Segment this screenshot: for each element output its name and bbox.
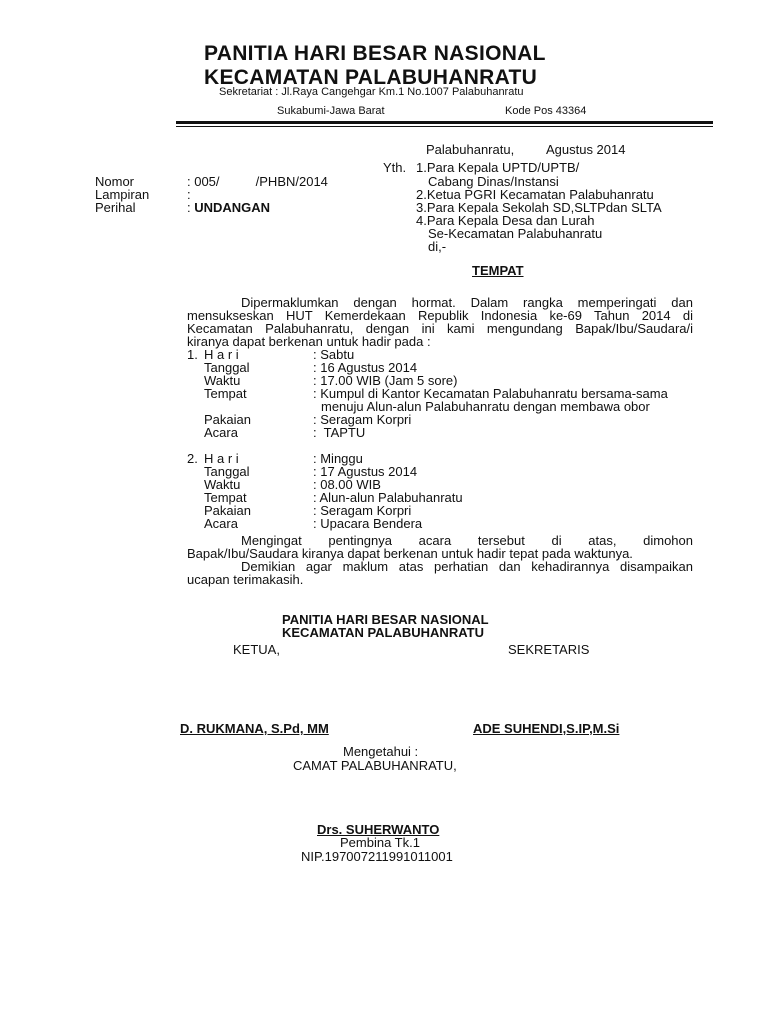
event-1-tempat-label: Tempat bbox=[204, 386, 247, 401]
recipient-di: di,- bbox=[428, 239, 447, 254]
event-1-acara-label: Acara bbox=[204, 425, 238, 440]
camat-nip: NIP.197007211991011001 bbox=[301, 849, 453, 864]
event-2-waktu: : 08.00 WIB bbox=[313, 477, 381, 492]
event-1-hari-label: H a r i bbox=[204, 347, 239, 362]
event-1-tempat-line-1: : Kumpul di Kantor Kecamatan Palabuhanratu bersama-sama bbox=[313, 386, 668, 401]
recipient-1b: Cabang Dinas/Instansi bbox=[428, 174, 559, 189]
letterhead-postal-code: Kode Pos 43364 bbox=[505, 105, 587, 117]
event-1-waktu-label: Waktu bbox=[204, 373, 241, 388]
signature-org-line-2: KECAMATAN PALABUHANRATU bbox=[282, 625, 484, 640]
mengetahui-label: Mengetahui : bbox=[343, 744, 419, 759]
camat-title: CAMAT PALABUHANRATU, bbox=[293, 758, 457, 773]
recipient-3: 3.Para Kepala Sekolah SD,SLTPdan SLTA bbox=[416, 200, 662, 215]
event-2-tanggal-label: Tanggal bbox=[204, 464, 250, 479]
body-paragraph-2-line-2: Bapak/Ibu/Saudara kiranya dapat berkenan untuk hadir tepat pada waktunya. bbox=[187, 546, 633, 561]
recipient-1a: 1.Para Kepala UPTD/UPTB/ bbox=[416, 160, 580, 175]
event-2-pakaian-label: Pakaian bbox=[204, 503, 251, 518]
recipient-4a: 4.Para Kepala Desa dan Lurah bbox=[416, 213, 595, 228]
sekretaris-title: SEKRETARIS bbox=[508, 642, 590, 657]
yth-label: Yth. bbox=[383, 160, 407, 175]
event-2-tempat: : Alun-alun Palabuhanratu bbox=[313, 490, 463, 505]
event-1-tempat-line-2: menuju Alun-alun Palabuhanratu dengan membawa obor bbox=[321, 399, 650, 414]
event-2-tempat-label: Tempat bbox=[204, 490, 247, 505]
signature-org-line-1: PANITIA HARI BESAR NASIONAL bbox=[282, 612, 489, 627]
event-1-number: 1. bbox=[187, 347, 198, 362]
letterhead-city: Sukabumi-Jawa Barat bbox=[277, 105, 385, 117]
letterhead-title-line-2: KECAMATAN PALABUHANRATU bbox=[204, 66, 538, 89]
recipient-4b: Se-Kecamatan Palabuhanratu bbox=[428, 226, 603, 241]
perihal-value: : UNDANGAN bbox=[187, 200, 271, 215]
event-1-tanggal: : 16 Agustus 2014 bbox=[313, 360, 418, 375]
ketua-name: D. RUKMANA, S.Pd, MM bbox=[180, 721, 329, 736]
event-1-waktu: : 17.00 WIB (Jam 5 sore) bbox=[313, 373, 458, 388]
lampiran-value: : bbox=[187, 187, 191, 202]
body-paragraph-2-first-line: Mengingat pentingnya acara tersebut di atas, dimohon bbox=[241, 533, 693, 548]
body-paragraph-3-first-line: Demikian agar maklum atas perhatian dan kehadirannya disampaikan bbox=[241, 559, 693, 574]
event-1-pakaian-label: Pakaian bbox=[204, 412, 251, 427]
event-2-hari-label: H a r i bbox=[204, 451, 239, 466]
letterhead-address: Sekretariat : Jl.Raya Cangehgar Km.1 No.1007 Palabuhanratu bbox=[219, 86, 524, 98]
event-1-hari: : Sabtu bbox=[313, 347, 355, 362]
recipient-2: 2.Ketua PGRI Kecamatan Palabuhanratu bbox=[416, 187, 654, 202]
place-date: Palabuhanratu, Agustus 2014 bbox=[426, 142, 626, 157]
tempat-heading: TEMPAT bbox=[472, 263, 524, 278]
letterhead-title-line-1: PANITIA HARI BESAR NASIONAL bbox=[204, 42, 546, 65]
event-1-acara: : TAPTU bbox=[313, 425, 366, 440]
event-2-acara-label: Acara bbox=[204, 516, 238, 531]
nomor-label: Nomor bbox=[95, 174, 135, 189]
event-2-hari: : Minggu bbox=[313, 451, 363, 466]
ketua-title: KETUA, bbox=[233, 642, 280, 657]
event-2-waktu-label: Waktu bbox=[204, 477, 241, 492]
event-2-number: 2. bbox=[187, 451, 198, 466]
event-2-tanggal: : 17 Agustus 2014 bbox=[313, 464, 418, 479]
event-1-tanggal-label: Tanggal bbox=[204, 360, 250, 375]
perihal-label: Perihal bbox=[95, 200, 136, 215]
sekretaris-name: ADE SUHENDI,S.IP,M.Si bbox=[473, 721, 620, 736]
body-paragraph-1-line-2: mensukseskan HUT Kemerdekaan Republik Indonesia ke-69 Tahun 2014 di bbox=[187, 308, 693, 323]
lampiran-label: Lampiran bbox=[95, 187, 150, 202]
event-2-pakaian: : Seragam Korpri bbox=[313, 503, 412, 518]
letterhead-rule-thin bbox=[176, 126, 713, 127]
camat-name: Drs. SUHERWANTO bbox=[317, 822, 440, 837]
body-paragraph-1-line-3: Kecamatan Palabuhanratu, dengan ini kami mengundang Bapak/Ibu/Saudara/i bbox=[187, 321, 693, 336]
event-1-pakaian: : Seragam Korpri bbox=[313, 412, 412, 427]
body-paragraph-1-line-4: kiranya dapat berkenan untuk hadir pada : bbox=[187, 334, 431, 349]
body-paragraph-3-line-2: ucapan terimakasih. bbox=[187, 572, 304, 587]
camat-rank: Pembina Tk.1 bbox=[340, 835, 420, 850]
event-2-acara: : Upacara Bendera bbox=[313, 516, 423, 531]
body-paragraph-1-first-line: Dipermaklumkan dengan hormat. Dalam rangka memperingati dan bbox=[241, 295, 693, 310]
nomor-value: : 005/ /PHBN/2014 bbox=[187, 174, 328, 189]
letterhead-rule-thick bbox=[176, 121, 713, 124]
